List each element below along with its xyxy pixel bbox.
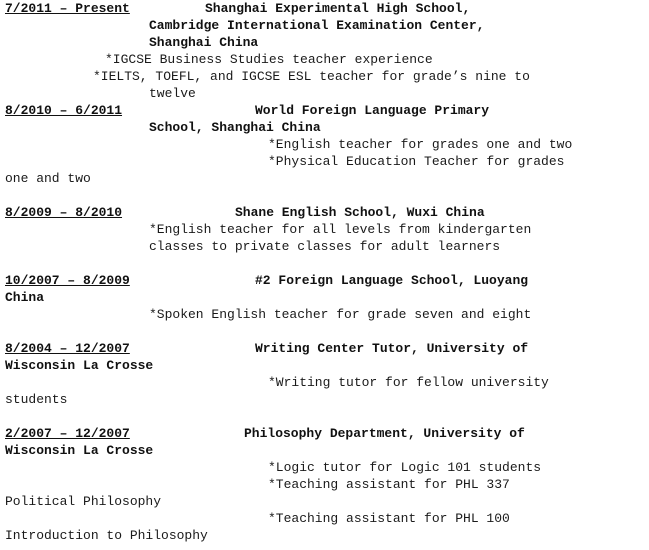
entry-3-heading-line-1: Shane English School, Wuxi China (235, 205, 485, 220)
entry-4-heading-line-2: China (5, 290, 45, 305)
entry-5-detail-1: *Writing tutor for fellow university (268, 375, 549, 390)
entry-5-dates: 8/2004 – 12/2007 (5, 341, 130, 356)
entry-2-detail-1: *English teacher for grades one and two (268, 137, 573, 152)
entry-1-detail-3: twelve (149, 86, 196, 101)
entry-5-heading-line-1: Writing Center Tutor, University of (255, 341, 529, 356)
entry-1-detail-1: *IGCSE Business Studies teacher experience (105, 52, 433, 67)
entry-1-dates: 7/2011 – Present (5, 1, 130, 16)
entry-2-detail-2: *Physical Education Teacher for grades (268, 154, 565, 169)
entry-1-heading-line-2: Cambridge International Examination Center, (149, 18, 485, 33)
entry-6-detail-4: *Teaching assistant for PHL 100 (268, 511, 510, 526)
entry-6-dates: 2/2007 – 12/2007 (5, 426, 130, 441)
entry-6-heading-line-2: Wisconsin La Crosse (5, 443, 154, 458)
entry-5-heading-line-2: Wisconsin La Crosse (5, 358, 154, 373)
entry-6-detail-2: *Teaching assistant for PHL 337 (268, 477, 510, 492)
entry-3-detail-1: *English teacher for all levels from kindergarten (149, 222, 532, 237)
entry-6-detail-3: Political Philosophy (5, 494, 162, 509)
entry-4-dates: 10/2007 – 8/2009 (5, 273, 130, 288)
entry-3-detail-2: classes to private classes for adult learners (149, 239, 501, 254)
entry-1-heading-line-1: Shanghai Experimental High School, (205, 1, 471, 16)
entry-1-heading-line-3: Shanghai China (149, 35, 259, 50)
entry-4-detail-1: *Spoken English teacher for grade seven and eight (149, 307, 532, 322)
entry-6-heading-line-1: Philosophy Department, University of (244, 426, 525, 441)
entry-2-detail-3: one and two (5, 171, 91, 186)
entry-2-heading-line-1: World Foreign Language Primary (255, 103, 490, 118)
entry-2-heading-line-2: School, Shanghai China (149, 120, 321, 135)
entry-1-detail-2: *IELTS, TOEFL, and IGCSE ESL teacher for grade’s nine to (93, 69, 530, 84)
entry-5-detail-2: students (5, 392, 68, 407)
entry-6-detail-1: *Logic tutor for Logic 101 students (268, 460, 542, 475)
entry-4-heading-line-1: #2 Foreign Language School, Luoyang (255, 273, 529, 288)
entry-6-detail-5: Introduction to Philosophy (5, 528, 208, 543)
entry-3-dates: 8/2009 – 8/2010 (5, 205, 123, 220)
entry-2-dates: 8/2010 – 6/2011 (5, 103, 123, 118)
